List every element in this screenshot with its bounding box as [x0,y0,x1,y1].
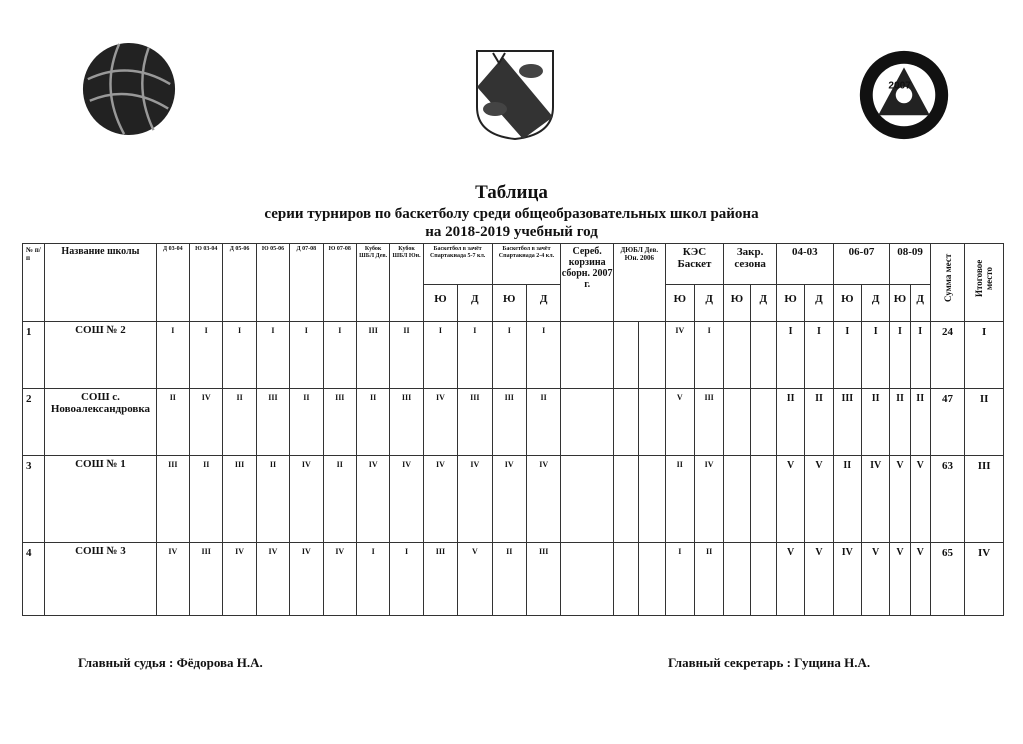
sub-d: Д [694,285,723,322]
result-cell: III [694,389,723,456]
header-0403: 04-03 [776,244,833,285]
sub-d: Д [910,285,930,322]
result-cell: V [776,456,804,543]
sub-yu: Ю [776,285,804,322]
header-closing: Закр. сезона [724,244,777,285]
result-cell: II [526,389,560,456]
row-number: 1 [23,322,45,389]
school-name: СОШ № 3 [45,543,156,616]
empty-cell [613,322,638,389]
result-cell: V [665,389,694,456]
result-cell: I [833,322,861,389]
result-cell: IV [861,456,889,543]
header-spartakiada-2-4: Баскетбол в зачёт Спартакиада 2-4 кл. [492,244,561,285]
header-d0708: Д 07-08 [290,244,323,322]
empty-cell [750,543,776,616]
empty-cell [724,456,750,543]
result-cell: IV [665,322,694,389]
final-place-cell: IV [965,543,1004,616]
row-number: 4 [23,543,45,616]
result-cell: III [356,322,389,389]
empty-cell [613,456,638,543]
result-cell: I [290,322,323,389]
empty-cell [613,389,638,456]
sum-cell: 65 [930,543,964,616]
table-row [23,389,1004,456]
header-kes: КЭС Баскет [665,244,724,285]
result-cell: I [776,322,804,389]
empty-cell [750,322,776,389]
result-cell: IV [156,543,189,616]
empty-cell [639,322,665,389]
result-cell: II [256,456,289,543]
row-number: 3 [23,456,45,543]
result-cell: I [694,322,723,389]
result-cell: II [776,389,804,456]
chief-judge: Главный судья : Фёдорова Н.А. [78,655,263,670]
header-dubl: ДЮБЛ Дев. Юн. 2006 [613,244,665,322]
chief-secretary: Главный секретарь : Гущина Н.А. [668,655,871,670]
result-cell: V [890,456,910,543]
result-cell: I [458,322,492,389]
sub-yu: Ю [665,285,694,322]
basketball-logo [80,40,178,138]
page-subtitle: серии турниров по баскетболу среди общеобразовательных школ района [264,206,759,222]
empty-cell [561,456,614,543]
empty-cell [750,389,776,456]
final-place-cell: III [965,456,1004,543]
sub-d: Д [750,285,776,322]
result-cell: III [390,389,423,456]
header-yu0506: Ю 05-06 [256,244,289,322]
page-title: Таблица [475,182,548,203]
result-cell: III [458,389,492,456]
result-cell: II [356,389,389,456]
result-cell: V [910,456,930,543]
result-cell: IV [223,543,256,616]
sub-d: Д [805,285,833,322]
result-cell: IV [492,456,526,543]
result-cell: III [833,389,861,456]
result-cell: V [861,543,889,616]
sub-yu: Ю [423,285,457,322]
result-cell: I [223,322,256,389]
result-cell: IV [694,456,723,543]
result-cell: III [190,543,223,616]
result-cell: III [492,389,526,456]
result-cell: II [290,389,323,456]
final-place-cell: I [965,322,1004,389]
result-cell: III [256,389,289,456]
header-d0304: Д 03-04 [156,244,189,322]
result-cell: V [805,456,833,543]
sum-cell: 24 [930,322,964,389]
result-cell: II [156,389,189,456]
result-cell: I [890,322,910,389]
empty-cell [561,389,614,456]
header-cup-girls: Кубок ШБЛ Дев. [356,244,389,322]
empty-cell [561,322,614,389]
result-cell: I [356,543,389,616]
sum-cell: 47 [930,389,964,456]
result-cell: II [890,389,910,456]
school-name: СОШ № 1 [45,456,156,543]
sub-d: Д [526,285,560,322]
result-cell: II [665,456,694,543]
result-cell: IV [356,456,389,543]
result-cell: I [492,322,526,389]
empty-cell [639,543,665,616]
school-seal-logo [858,49,950,141]
result-cell: II [390,322,423,389]
empty-cell [639,389,665,456]
result-cell: I [323,322,356,389]
table-row [23,456,1004,543]
result-cell: II [223,389,256,456]
result-cell: III [423,543,457,616]
sub-yu: Ю [833,285,861,322]
result-cell: I [390,543,423,616]
empty-cell [613,543,638,616]
empty-cell [750,456,776,543]
result-cell: II [492,543,526,616]
sum-cell: 63 [930,456,964,543]
header-d0506: Д 05-06 [223,244,256,322]
sub-d: Д [458,285,492,322]
header-cup-boys: Кубок ШБЛ Юн. [390,244,423,322]
result-cell: IV [256,543,289,616]
empty-cell [561,543,614,616]
empty-cell [724,543,750,616]
header-spartakiada-5-7: Баскетбол в зачёт Спартакиада 5-7 кл. [423,244,492,285]
result-cell: V [776,543,804,616]
result-cell: IV [833,543,861,616]
result-cell: II [805,389,833,456]
result-cell: V [890,543,910,616]
result-cell: I [861,322,889,389]
page-year: на 2018-2019 учебный год [425,224,598,240]
result-cell: IV [323,543,356,616]
result-cell: V [458,543,492,616]
header-name: Название школы [45,244,156,322]
header-0607: 06-07 [833,244,890,285]
result-cell: I [526,322,560,389]
result-cell: II [833,456,861,543]
result-cell: I [256,322,289,389]
header-silver-basket: Сереб. корзина сборн. 2007 г. [561,244,614,322]
result-cell: I [423,322,457,389]
result-cell: III [526,543,560,616]
result-cell: III [156,456,189,543]
final-place-cell: II [965,389,1004,456]
row-number: 2 [23,389,45,456]
result-cell: IV [458,456,492,543]
header-yu0708: Ю 07-08 [323,244,356,322]
result-cell: IV [390,456,423,543]
result-cell: I [910,322,930,389]
result-cell: IV [290,456,323,543]
result-cell: II [323,456,356,543]
coat-of-arms-logo [473,47,557,141]
result-cell: IV [423,389,457,456]
result-cell: I [190,322,223,389]
header-yu0304: Ю 03-04 [190,244,223,322]
result-cell: III [223,456,256,543]
sub-yu: Ю [890,285,910,322]
result-cell: V [910,543,930,616]
header-final: Итоговое место [965,244,1004,322]
header-num: № п/ п [23,244,45,322]
result-cell: II [694,543,723,616]
result-cell: III [323,389,356,456]
result-cell: II [190,456,223,543]
school-name: СОШ с. Новоалександровка [45,389,156,456]
results-table [22,243,1004,616]
sub-yu: Ю [492,285,526,322]
result-cell: IV [290,543,323,616]
table-row [23,543,1004,616]
empty-cell [724,389,750,456]
result-cell: IV [190,389,223,456]
school-name: СОШ № 2 [45,322,156,389]
header-sum: Сумма мест [930,244,964,322]
result-cell: I [665,543,694,616]
result-cell: II [861,389,889,456]
result-cell: I [156,322,189,389]
result-cell: IV [526,456,560,543]
header-0809: 08-09 [890,244,930,285]
sub-yu: Ю [724,285,750,322]
empty-cell [639,456,665,543]
empty-cell [724,322,750,389]
result-cell: V [805,543,833,616]
table-row [23,322,1004,389]
result-cell: II [910,389,930,456]
sub-d: Д [861,285,889,322]
result-cell: I [805,322,833,389]
seal-year: 2007 [888,80,911,92]
result-cell: IV [423,456,457,543]
